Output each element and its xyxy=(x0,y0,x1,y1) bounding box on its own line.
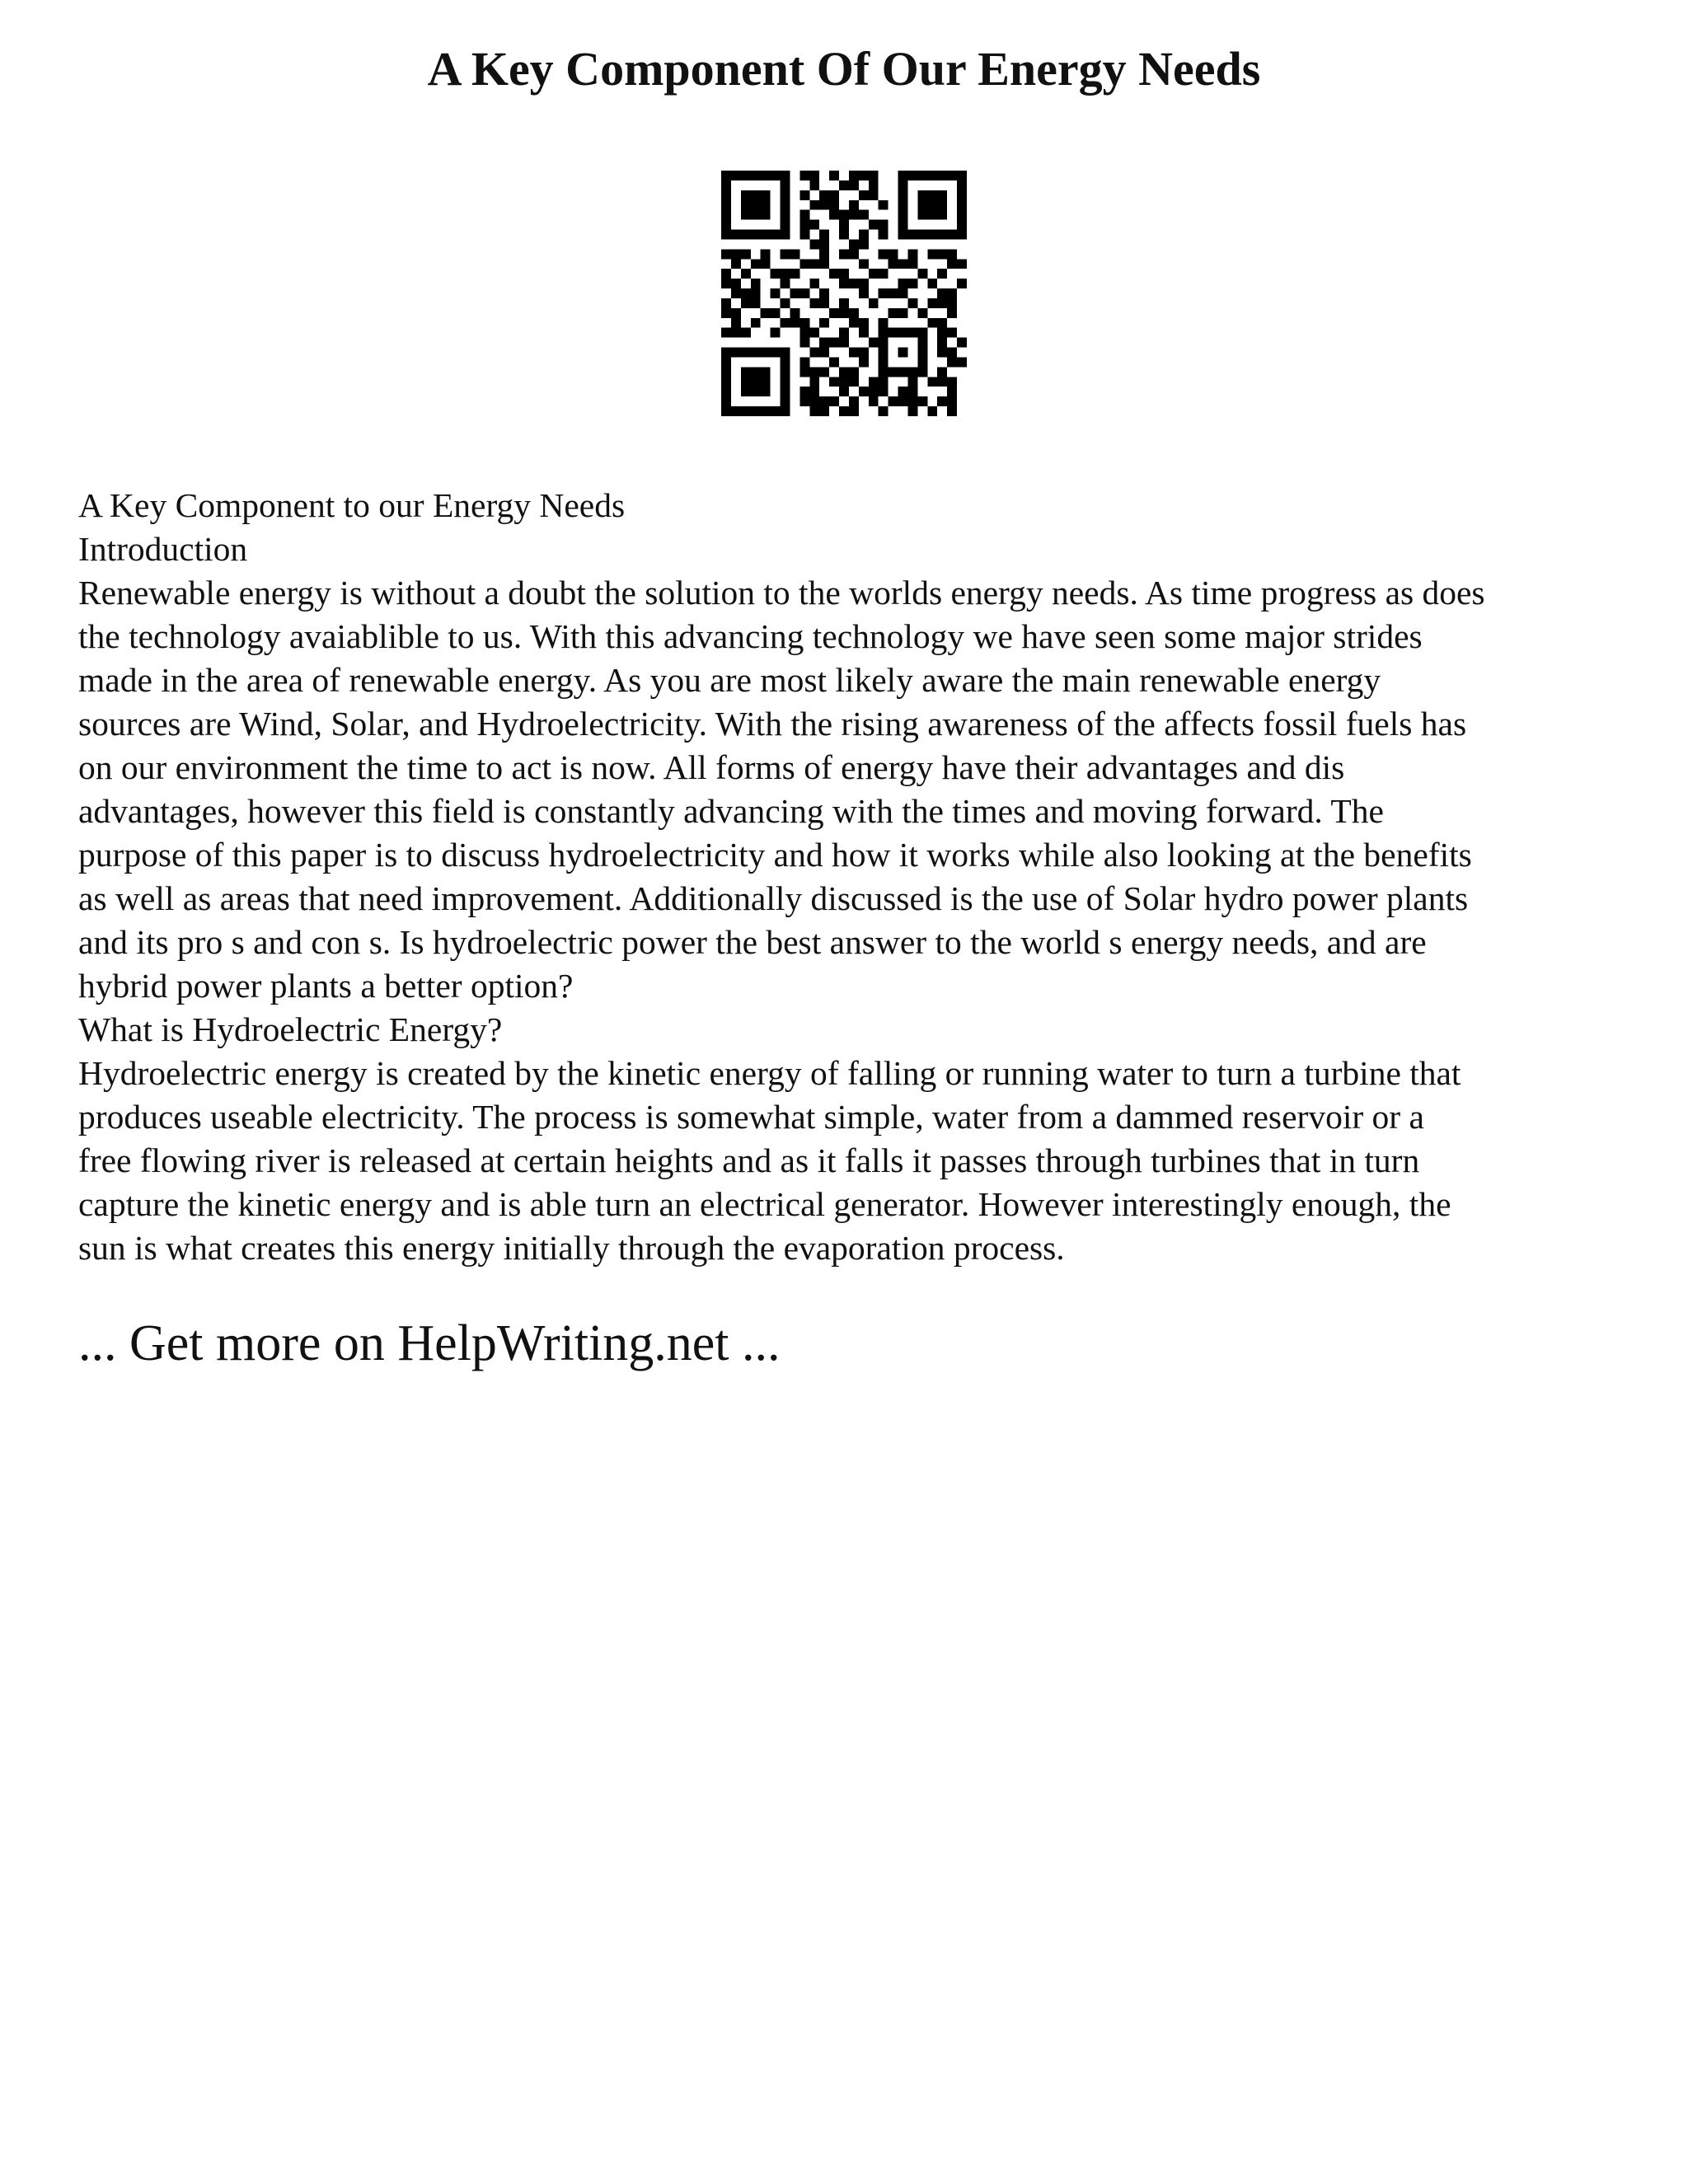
document-title: A Key Component Of Our Energy Needs xyxy=(427,42,1261,96)
section-heading-introduction: Introduction xyxy=(78,530,248,568)
paragraph-line: Hydroelectric energy is created by the kinetic energy of falling or running water to turn a turbine that xyxy=(78,1054,1461,1092)
paragraph-line: the technology avaiablible to us. With this advancing technology we have seen some major strides xyxy=(78,617,1423,655)
document-subtitle: A Key Component to our Energy Needs xyxy=(78,486,626,524)
paragraph-line: free flowing river is released at certain heights and as it falls it passes through turbines that in turn xyxy=(78,1141,1420,1179)
paragraph-line: advantages, however this field is constantly advancing with the times and moving forward. The xyxy=(78,792,1384,830)
section-heading-hydroelectric: What is Hydroelectric Energy? xyxy=(78,1010,503,1048)
document-body xyxy=(78,484,1620,1270)
qr-code-icon xyxy=(721,171,967,416)
promo-link[interactable]: ... Get more on HelpWriting.net ... xyxy=(78,1315,781,1371)
paragraph-line: as well as areas that need improvement. Additionally discussed is the use of Solar hydro power plants xyxy=(78,879,1469,917)
paragraph-line: Renewable energy is without a doubt the solution to the worlds energy needs. As time progress as does xyxy=(78,574,1485,612)
paragraph-line: sources are Wind, Solar, and Hydroelectricity. With the rising awareness of the affects fossil fuels has xyxy=(78,705,1467,743)
paragraph-line: produces useable electricity. The process is somewhat simple, water from a dammed reservoir or a xyxy=(78,1098,1424,1136)
paragraph-line: purpose of this paper is to discuss hydroelectricity and how it works while also looking at the benefits xyxy=(78,836,1472,874)
paragraph-line: hybrid power plants a better option? xyxy=(78,967,574,1005)
paragraph-line: on our environment the time to act is now. All forms of energy have their advantages and dis xyxy=(78,748,1345,786)
paragraph-line: and its pro s and con s. Is hydroelectric power the best answer to the world s energy needs, and are xyxy=(78,923,1427,961)
paragraph-line: sun is what creates this energy initially through the evaporation process. xyxy=(78,1229,1065,1267)
paragraph-line: made in the area of renewable energy. As you are most likely aware the main renewable energy xyxy=(78,661,1381,699)
paragraph-line: capture the kinetic energy and is able turn an electrical generator. However interestingly enough, the xyxy=(78,1185,1451,1223)
